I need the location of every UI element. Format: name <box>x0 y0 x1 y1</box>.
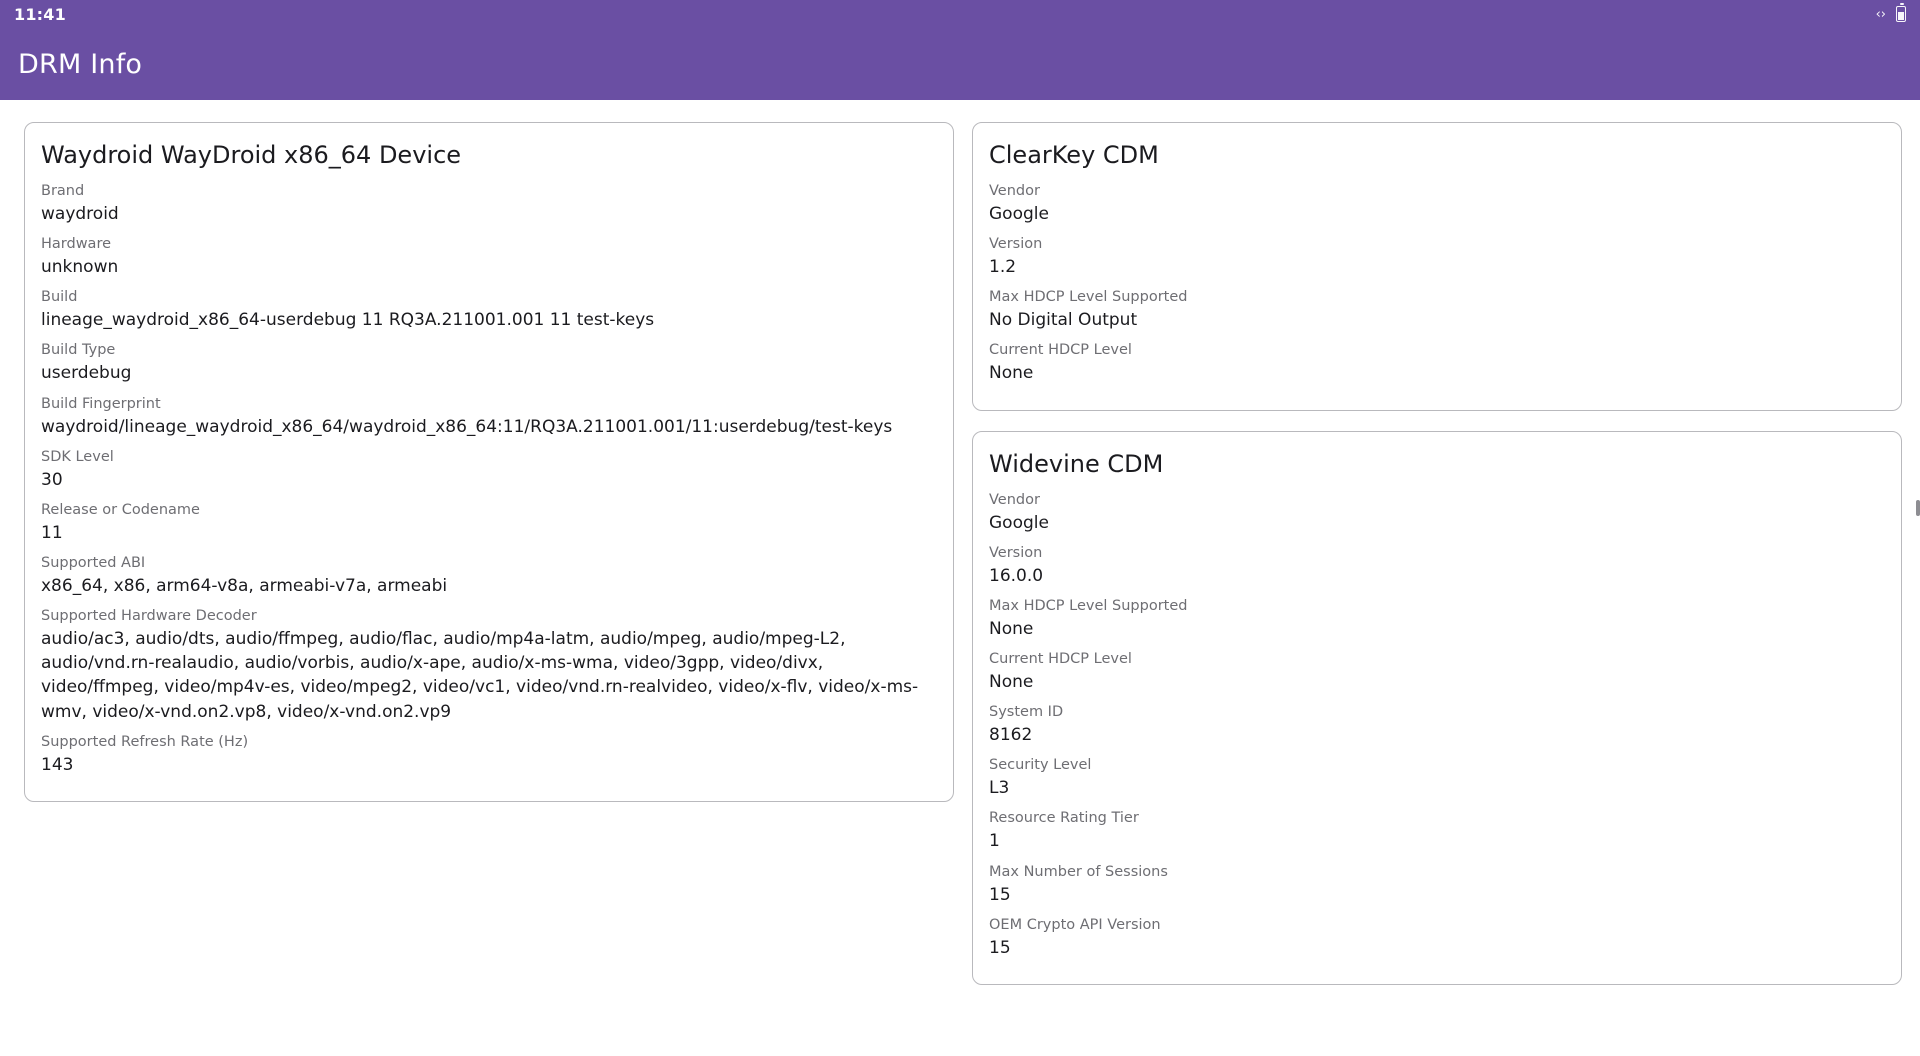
field-vendor <box>987 179 1887 232</box>
scrollbar-thumb[interactable] <box>1916 500 1920 516</box>
field-label: Max HDCP Level Supported <box>989 289 1188 306</box>
field-brand <box>39 179 939 232</box>
field-current-hdcp-level <box>987 647 1887 700</box>
device-info-card <box>24 122 954 802</box>
field-value: 1.2 <box>989 257 1017 278</box>
field-label: Max HDCP Level Supported <box>989 597 1188 614</box>
field-label: Brand <box>41 183 85 199</box>
field-label: Build Fingerprint <box>41 395 161 412</box>
field-value: 15 <box>989 937 1011 958</box>
field-label: Vendor <box>989 183 1040 199</box>
field-label: Security Level <box>989 757 1092 774</box>
field-value: 1 <box>989 831 1000 852</box>
resize-icon[interactable]: ‹› <box>1875 6 1886 22</box>
left-column <box>24 122 954 822</box>
field-value: lineage_waydroid_x86_64-userdebug 11 RQ3A.211001.001 11 test-keys <box>41 310 655 331</box>
field-build-fingerprint <box>39 392 939 445</box>
field-sdk-level <box>39 445 939 498</box>
field-label: System ID <box>989 704 1064 721</box>
field-version <box>987 232 1887 285</box>
field-supported-abi <box>39 551 939 604</box>
field-hardware <box>39 232 939 285</box>
field-value: None <box>989 363 1034 384</box>
field-value: Google <box>989 512 1049 533</box>
field-label: Build <box>41 289 78 306</box>
field-label: Version <box>989 544 1043 561</box>
field-resource-rating-tier <box>987 806 1887 859</box>
field-value: waydroid/lineage_waydroid_x86_64/waydroid_x86_64:11/RQ3A.211001.001/11:userdebug/test-keys <box>41 416 893 437</box>
field-label: Supported Hardware Decoder <box>41 608 257 625</box>
clearkey-card-title: ClearKey CDM <box>989 141 1159 169</box>
field-value: 16.0.0 <box>989 565 1044 586</box>
widevine-cdm-card <box>972 431 1902 985</box>
field-vendor <box>987 488 1887 541</box>
field-label: Resource Rating Tier <box>989 810 1139 827</box>
field-build <box>39 285 939 338</box>
field-value: None <box>989 618 1034 639</box>
page-title: DRM Info <box>18 48 143 80</box>
field-value: waydroid <box>41 204 119 225</box>
field-value: audio/ac3, audio/dts, audio/ffmpeg, audio/flac, audio/mp4a-latm, audio/mpeg, audio/mpeg-L2, audio/vnd.rn-realaudio, audio/vorbis, audio/x-ape, audio/x-ms-wma, video/3gpp, video/divx, video/ffmpeg, video/mp4v-es, video/mpeg2, video/vc1, video/vnd.rn-realvideo, video/x-flv, video/x-ms-wmv, video/x-vnd.on2.vp8, video/x-vnd.on2.vp9 <box>41 629 919 722</box>
status-bar-clock: 11:41 <box>14 4 66 24</box>
field-value: 8162 <box>989 725 1033 746</box>
field-oem-crypto-api-version <box>987 913 1887 966</box>
field-current-hdcp-level <box>987 338 1887 391</box>
field-version <box>987 541 1887 594</box>
field-label: Current HDCP Level <box>989 342 1132 359</box>
field-value: No Digital Output <box>989 310 1138 331</box>
field-value: unknown <box>41 257 119 278</box>
field-label: Current HDCP Level <box>989 650 1132 667</box>
status-bar <box>0 0 1920 28</box>
field-label: Max Number of Sessions <box>989 863 1168 880</box>
field-value: x86_64, x86, arm64-v8a, armeabi-v7a, armeabi <box>41 576 448 596</box>
device-card-title: Waydroid WayDroid x86_64 Device <box>41 141 462 169</box>
field-max-hdcp-level-supported <box>987 285 1887 338</box>
field-value: 143 <box>41 754 74 775</box>
right-column <box>972 122 1902 1005</box>
field-label: OEM Crypto API Version <box>989 916 1161 933</box>
field-label: Build Type <box>41 342 116 359</box>
field-max-hdcp-level-supported <box>987 594 1887 647</box>
field-label: SDK Level <box>41 448 114 465</box>
field-system-id <box>987 700 1887 753</box>
field-label: Version <box>989 236 1043 253</box>
field-release-or-codename <box>39 498 939 551</box>
field-label: Supported Refresh Rate (Hz) <box>41 733 249 750</box>
status-bar-system-icons <box>1876 6 1906 22</box>
field-value: 11 <box>41 522 63 543</box>
field-label: Hardware <box>41 236 112 253</box>
field-value: L3 <box>989 778 1010 799</box>
field-supported-hardware-decoder <box>39 604 939 730</box>
clearkey-cdm-card <box>972 122 1902 411</box>
field-label: Release or Codename <box>41 501 200 518</box>
battery-icon <box>1896 6 1906 22</box>
content-area <box>0 100 1920 1056</box>
field-security-level <box>987 753 1887 806</box>
field-value: None <box>989 672 1034 692</box>
field-build-type <box>39 338 939 391</box>
field-value: userdebug <box>41 363 132 384</box>
field-value: Google <box>989 204 1049 225</box>
field-max-number-of-sessions <box>987 860 1887 913</box>
field-label: Vendor <box>989 491 1040 508</box>
field-label: Supported ABI <box>41 554 146 571</box>
field-value: 30 <box>41 469 63 490</box>
app-bar <box>0 28 1920 100</box>
field-value: 15 <box>989 884 1011 905</box>
widevine-card-title: Widevine CDM <box>989 449 1164 478</box>
field-supported-refresh-rate <box>39 730 939 783</box>
